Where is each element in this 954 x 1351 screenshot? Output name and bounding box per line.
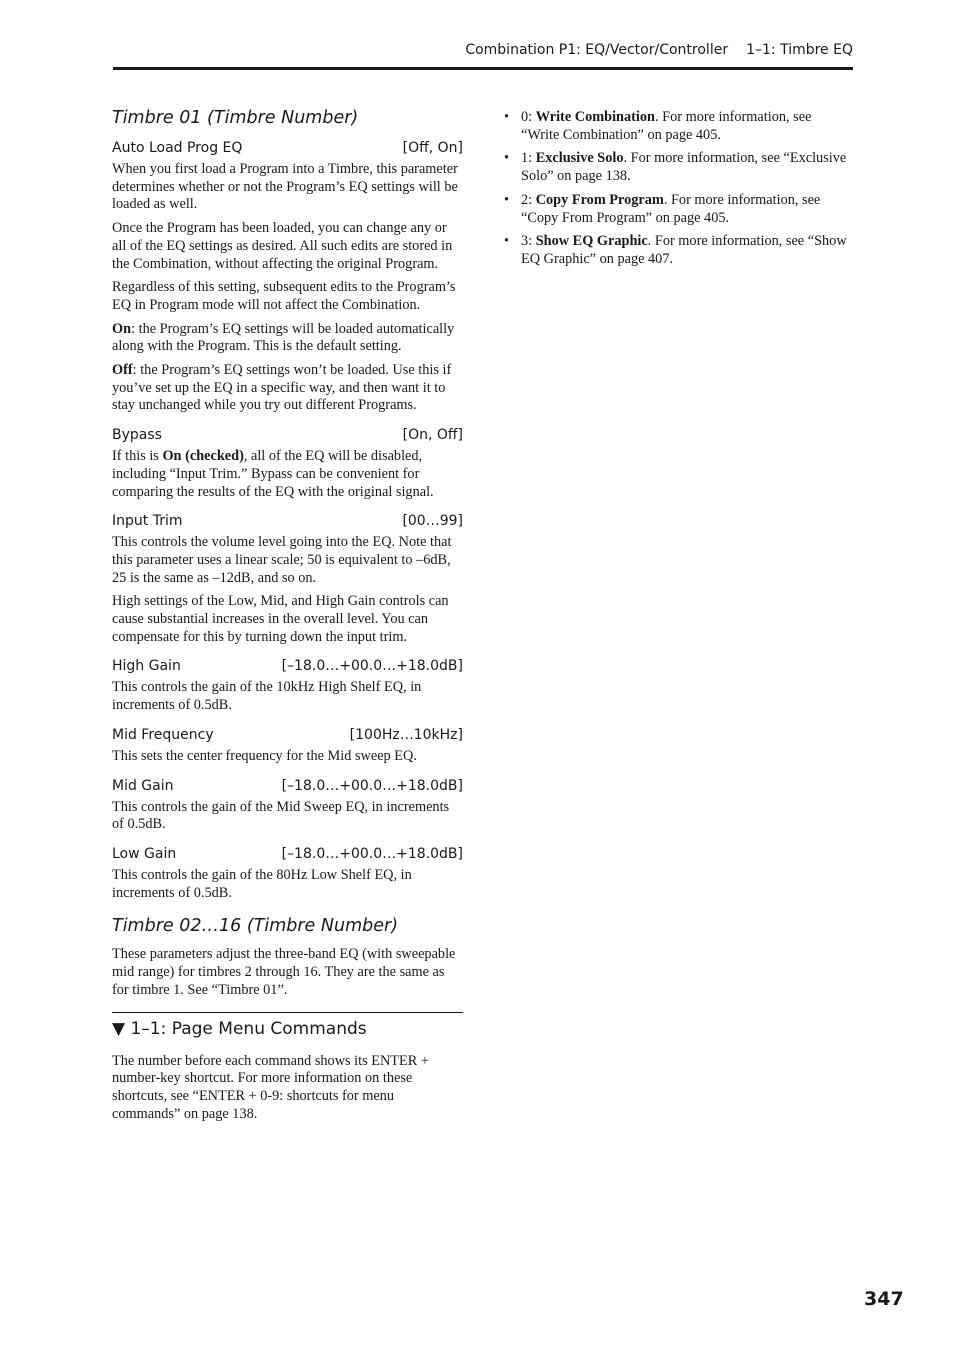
right-column [504,109,849,275]
header-section: Combination P1: EQ/Vector/Controller [465,42,729,58]
list-item: • 3: Show EQ Graphic. For more information, see “Show EQ Graphic” on page 407. [504,233,847,267]
param-range: [00…99] [402,513,463,530]
param-name: Bypass [112,427,162,444]
timbre01-heading: Timbre 01 (Timbre Number) [112,108,359,128]
param-name: Auto Load Prog EQ [112,140,243,156]
timbre02-heading: Timbre 02…16 (Timbre Number) [112,916,399,937]
command-name: Exclusive Solo [535,150,624,167]
term: On [112,320,132,337]
paragraph: Once the Program has been loaded, you can change any or all of the EQ settings as desired. All such edits are stored in the Combination, without affecting the original Program. [112,220,453,272]
param-low-gain [112,844,463,864]
list-item: • 0: Write Combination. For more information, see “Write Combination” on page 405. [504,109,812,143]
paragraph: High settings of the Low, Mid, and High Gain controls can cause substantial increases in the overall level. You can compensate for this by turning down the input trim. [112,593,449,645]
term: On (checked) [162,448,244,465]
paragraph: These parameters adjust the three-band EQ (with sweepable mid range) for timbres 2 through 16. They are the same as for timbre 1. See “Timbre 01”. [112,946,456,998]
command-name: Show EQ Graphic [535,233,648,250]
paragraph: On: the Program’s EQ settings will be loaded automatically along with the Program. This is the default setting. [112,320,455,355]
list-item: • 2: Copy From Program. For more information, see “Copy From Program” on page 405. [504,191,821,226]
param-range: [–18.0…+00.0…+18.0dB] [281,845,463,862]
command-name: Write Combination [535,109,655,125]
bullet: • [504,233,510,250]
param-high-gain [112,656,463,676]
command-name: Copy From Program [535,191,664,208]
param-mid-frequency [112,725,463,745]
param-name: Mid Frequency [112,726,214,743]
param-name: Low Gain [112,845,177,862]
page-number: 347 [864,1288,904,1310]
paragraph: This sets the center frequency for the Mid sweep EQ. [112,747,417,764]
bullet: • [504,109,510,125]
paragraph: Regardless of this setting, subsequent edits to the Program’s EQ in Program mode will not affect the Combination. [112,279,456,313]
param-mid-gain [112,776,463,796]
term: Off [112,362,133,379]
paragraph: This controls the gain of the 10kHz High Shelf EQ, in increments of 0.5dB. [112,679,422,714]
paragraph: If this is On (checked), all of the EQ will be disabled, including “Input Trim.” Bypass can be convenient for comparing the results of the EQ with the original signal. [112,448,434,500]
param-auto-load [112,138,463,158]
section-rule [112,1012,463,1013]
paragraph: This controls the gain of the 80Hz Low Shelf EQ, in increments of 0.5dB. [112,866,412,901]
header-page: 1–1: Timbre EQ [746,42,853,58]
paragraph: This controls the volume level going into the EQ. Note that this parameter uses a linear scale; 50 is equivalent to –6dB, 25 is the same as –12dB, and so on. [112,534,452,586]
paragraph: When you first load a Program into a Timbre, this parameter determines whether or not the Program’s EQ settings will be loaded as well. [112,161,458,213]
param-range: [100Hz…10kHz] [349,726,463,743]
paragraph: Off: the Program’s EQ settings won’t be loaded. Use this if you’ve set up the EQ in a specific way, and then want it to stay unchanged while you try out different Programs. [112,362,452,414]
bullet: • [504,191,510,208]
paragraph: The number before each command shows its ENTER + number-key shortcut. For more information on these shortcuts, see “ENTER + 0-9: shortcuts for menu commands” on page 138. [112,1052,429,1122]
param-name: Input Trim [112,513,183,530]
bullet: • [504,150,510,167]
page-menu-heading: ▼ 1–1: Page Menu Commands [112,1018,367,1039]
param-range: [Off, On] [402,140,463,156]
param-range: [–18.0…+00.0…+18.0dB] [281,777,463,794]
param-name: High Gain [112,658,181,675]
left-column [112,106,463,1129]
param-bypass [112,425,463,445]
param-range: [–18.0…+00.0…+18.0dB] [281,658,463,675]
running-header [113,42,853,66]
list-item: • 1: Exclusive Solo. For more information, see “Exclusive Solo” on page 138. [504,150,847,185]
paragraph: This controls the gain of the Mid Sweep EQ, in increments of 0.5dB. [112,798,450,833]
header-rule [113,67,853,70]
menu-command-list [504,109,849,269]
param-input-trim [112,511,463,531]
param-name: Mid Gain [112,777,174,794]
param-range: [On, Off] [402,427,463,444]
